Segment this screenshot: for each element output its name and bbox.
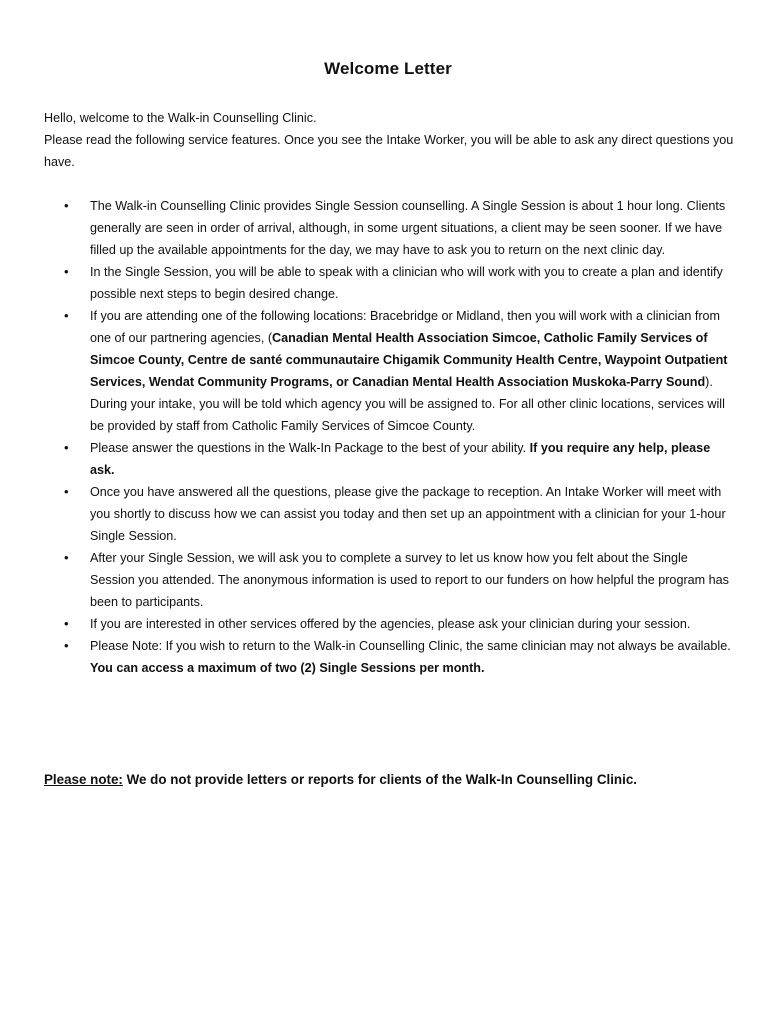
- list-item: [44, 481, 734, 547]
- list-item-text: Once you have answered all the questions, please give the package to reception. An Intake Worker will meet with you shortly to discuss how we can assist you today and then set up an appointment with a clinician for your 1-hour Single Session.: [90, 485, 726, 543]
- list-item-text: In the Single Session, you will be able to speak with a clinician who will work with you to create a plan and identify possible next steps to begin desired change.: [90, 265, 723, 301]
- note-label: Please note:: [44, 772, 123, 787]
- list-item-text: Please Note: If you wish to return to the Walk-in Counselling Clinic, the same clinician may not always be available.: [90, 639, 731, 653]
- bullet-icon: •: [64, 440, 69, 455]
- bullet-icon: •: [64, 198, 69, 213]
- service-features-list: [44, 195, 734, 679]
- list-item-text: The Walk-in Counselling Clinic provides Single Session counselling. A Single Session is about 1 hour long. Clients generally are seen in order of arrival, although, in some urgent situations, a client may be seen sooner. If we have filled up the available appointments for the day, we may have to ask you to return on the next clinic day.: [90, 199, 726, 257]
- page-title: Welcome Letter: [324, 59, 452, 78]
- bullet-icon: •: [64, 308, 69, 323]
- list-item: [44, 195, 734, 261]
- list-item-text: If you are interested in other services offered by the agencies, please ask your clinician during your session.: [90, 617, 691, 631]
- intro-text: Please read the following service features. Once you see the Intake Worker, you will be able to ask any direct questions you have.: [44, 133, 734, 169]
- note-text: We do not provide letters or reports for clients of the Walk-In Counselling Clinic.: [122, 772, 637, 787]
- list-item: [44, 305, 734, 437]
- greeting-text: Hello, welcome to the Walk-in Counselling Clinic.: [44, 111, 317, 125]
- bullet-icon: •: [64, 550, 69, 565]
- bullet-icon: •: [64, 264, 69, 279]
- closing-note: [44, 769, 744, 791]
- partner-agencies-text: Canadian Mental Health Association Simcoe, Catholic Family Services of Simcoe County, Centre de santé communautaire Chigamik Community Health Centre, Waypoint Outpatient Services, Wendat Community Programs, or Canadian Mental Health Association Muskoka-Parry Sound: [90, 331, 728, 389]
- list-item-text: After your Single Session, we will ask you to complete a survey to let us know how you felt about the Single Session you attended. The anonymous information is used to report to our funders on how helpful the program has been to participants.: [90, 551, 729, 609]
- intro-section: [44, 107, 734, 173]
- list-item: [44, 261, 734, 305]
- list-item: [44, 613, 734, 635]
- session-limit-text: You can access a maximum of two (2) Single Sessions per month.: [90, 661, 485, 675]
- bullet-icon: •: [64, 638, 69, 653]
- list-item: [44, 437, 734, 481]
- list-item: [44, 547, 734, 613]
- list-item: [44, 635, 734, 679]
- bullet-icon: •: [64, 484, 69, 499]
- help-note-text: If you require any help, please ask.: [90, 441, 711, 477]
- list-item-text: If you are attending one of the following locations: Bracebridge or Midland, then you will work with a clinician from one of our partnering agencies, (: [90, 309, 721, 345]
- list-item-text: Please answer the questions in the Walk-In Package to the best of your ability.: [90, 441, 530, 455]
- list-item-text: ). During your intake, you will be told which agency you will be assigned to. For all other clinic locations, services will be provided by staff from Catholic Family Services of Simcoe County.: [90, 375, 725, 433]
- bullet-icon: •: [64, 616, 69, 631]
